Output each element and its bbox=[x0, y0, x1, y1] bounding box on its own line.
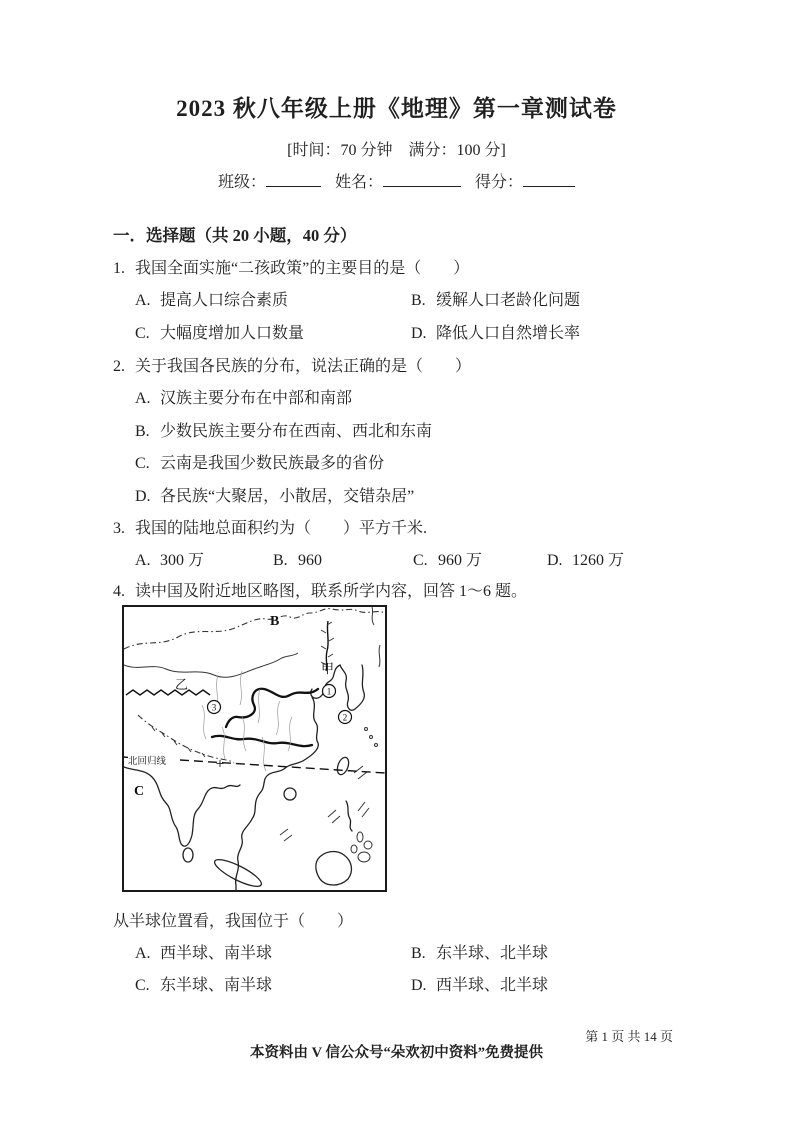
question-3-option-c: C. 960 万 bbox=[413, 552, 483, 569]
sub-question-option-d: D. 西半球、北半球 bbox=[411, 977, 549, 994]
china-region-map bbox=[122, 605, 387, 892]
hainan-island bbox=[284, 788, 296, 800]
footer-note: 本资料由 V 信公众号“朵欢初中资料”免费提供 bbox=[250, 1045, 543, 1061]
korea-bohai-coastline bbox=[311, 665, 365, 710]
taiwan-island bbox=[335, 756, 351, 776]
score-label: 得分： bbox=[475, 174, 524, 191]
question-1-text: 我国全面实施“二孩政策”的主要目的是（ ） bbox=[135, 260, 470, 277]
question-1-option-d: D. 降低人口自然增长率 bbox=[411, 325, 581, 342]
region-label-yi: 乙 bbox=[175, 677, 189, 692]
east-coastline bbox=[236, 697, 319, 891]
map-frame bbox=[123, 606, 386, 891]
sea-hatch-marks bbox=[280, 766, 369, 841]
class-blank bbox=[266, 171, 321, 187]
score-blank bbox=[523, 171, 575, 187]
section-heading: 一．选择题（共 20 小题，40 分） bbox=[113, 226, 357, 245]
marker-1 bbox=[323, 685, 336, 698]
province-borders bbox=[202, 671, 292, 771]
borneo-island bbox=[316, 852, 352, 885]
question-3-option-d: D. 1260 万 bbox=[547, 552, 625, 569]
question-3-option-a: A. 300 万 bbox=[135, 552, 205, 569]
sub-question-text: 从半球位置看，我国位于（ ） bbox=[113, 913, 354, 930]
yellow-river bbox=[226, 689, 318, 727]
japan-ryukyu-fragments bbox=[365, 607, 381, 747]
question-2-option-c: C. 云南是我国少数民族最多的省份 bbox=[135, 455, 385, 472]
sub-question-option-b: B. 东半球、北半球 bbox=[411, 945, 549, 962]
question-4-text: 读中国及附近地区略图，联系所学内容，回答 1～6 题。 bbox=[135, 583, 528, 600]
china-region-map-svg bbox=[122, 605, 387, 892]
sub-question-option-c: C. 东半球、南半球 bbox=[135, 977, 273, 994]
marker-3 bbox=[208, 701, 221, 714]
page-indicator: 第 1 页 共 14 页 bbox=[585, 1029, 673, 1044]
question-2-option-d: D. 各民族“大聚居，小散居，交错杂居” bbox=[135, 488, 415, 505]
tropic-label: 北回归线 bbox=[128, 757, 167, 767]
student-info-line bbox=[0, 171, 793, 192]
name-label: 姓名： bbox=[334, 174, 383, 191]
question-2-option-a: A. 汉族主要分布在中部和南部 bbox=[135, 390, 353, 407]
question-2-option-b: B. 少数民族主要分布在西南、西北和东南 bbox=[135, 423, 433, 440]
region-label-b: B bbox=[270, 614, 280, 629]
class-label: 班级： bbox=[217, 174, 266, 191]
question-4-number: 4. bbox=[113, 583, 125, 600]
region-label-jia: 甲 bbox=[321, 661, 335, 676]
sub-question-option-a: A. 西半球、南半球 bbox=[135, 945, 273, 962]
sri-lanka-island bbox=[183, 848, 193, 862]
question-1-number: 1. bbox=[113, 260, 125, 277]
tianshan-ridge bbox=[126, 690, 210, 695]
mongolia-border-line bbox=[124, 653, 298, 677]
svg-text:2: 2 bbox=[342, 712, 348, 723]
question-1-option-b: B. 缓解人口老龄化问题 bbox=[411, 292, 581, 309]
question-3-text: 我国的陆地总面积约为（ ）平方千米. bbox=[135, 520, 428, 537]
paper-meta: [时间：70 分钟 满分：100 分] bbox=[287, 142, 506, 159]
svg-text:3: 3 bbox=[211, 702, 217, 713]
svg-text:1: 1 bbox=[326, 686, 332, 697]
marker-2 bbox=[339, 711, 352, 724]
question-2-text: 关于我国各民族的分布，说法正确的是（ ） bbox=[135, 358, 472, 375]
himalaya-ridge bbox=[138, 715, 234, 763]
region-label-c: C bbox=[134, 784, 145, 799]
question-2-number: 2. bbox=[113, 358, 125, 375]
name-blank bbox=[383, 171, 461, 187]
question-3-option-b: B. 960 bbox=[273, 552, 322, 569]
question-3-number: 3. bbox=[113, 520, 125, 537]
paper-title: 2023 秋八年级上册《地理》第一章测试卷 bbox=[176, 96, 617, 121]
india-outline bbox=[124, 767, 240, 846]
question-1-option-c: C. 大幅度增加人口数量 bbox=[135, 325, 305, 342]
russia-border-line bbox=[124, 609, 385, 649]
question-1-option-a: A. 提高人口综合素质 bbox=[135, 292, 289, 309]
